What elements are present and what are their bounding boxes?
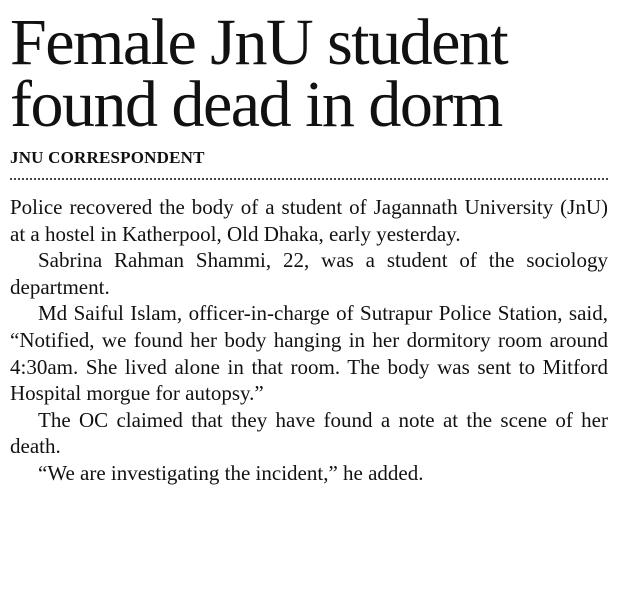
dotted-divider	[10, 178, 608, 180]
paragraph-5: “We are investigating the incident,” he added.	[38, 460, 424, 485]
paragraph-3: Md Saiful Islam, officer-in-charge of Sutrapur Police Station, said, “Notified, we found her body hanging in her dormitory room around 4:30am. She lived alone in that room. The body was sent to Mitford Hospital morgue for autopsy.”	[10, 301, 608, 406]
headline-line-1: Female JnU student	[10, 6, 508, 79]
headline	[10, 6, 608, 141]
article-body	[10, 194, 608, 487]
byline: JNU CORRESPONDENT	[10, 148, 205, 167]
paragraph-2: Sabrina Rahman Shammi, 22, was a student of the sociology department.	[10, 248, 608, 299]
news-article	[10, 6, 608, 487]
headline-line-2: found dead in dorm	[10, 68, 502, 141]
paragraph-4: The OC claimed that they have found a note at the scene of her death.	[10, 407, 608, 459]
paragraph-1: Police recovered the body of a student of Jagannath University (JnU) at a hostel in Katherpool, Old Dhaka, early yesterday.	[10, 195, 608, 246]
